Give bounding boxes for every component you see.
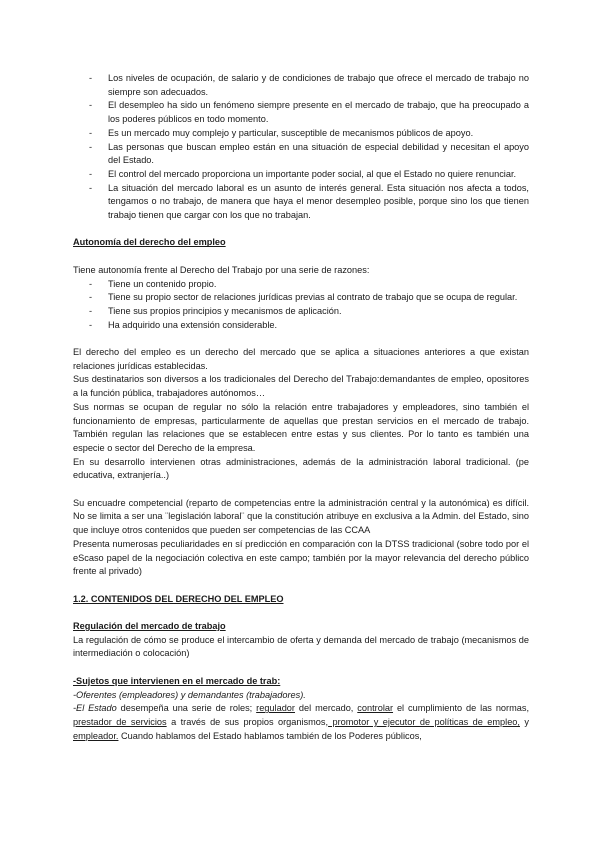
sujetos-line bbox=[73, 689, 529, 703]
list-item: - Los niveles de ocupación, de salario y de condiciones de trabajo que ofrece el mercado de trabajo no siempre son adecuados. bbox=[73, 72, 529, 99]
list-item: - Tiene un contenido propio. bbox=[73, 278, 529, 292]
text-run: a través de sus propios organismos, bbox=[166, 716, 329, 727]
list-item: - Tiene su propio sector de relaciones jurídicas previas al contrato de trabajo que se ocupa de regular. bbox=[73, 291, 529, 305]
paragraph: Sus destinatarios son diversos a los tradicionales del Derecho del Trabajo:demandantes de empleo, opositores a la función pública, trabajadores autónomos… bbox=[73, 374, 529, 399]
empleador-term: empleador. bbox=[73, 730, 119, 741]
intro-list bbox=[73, 72, 529, 223]
autonomia-heading: Autonomía del derecho del empleo bbox=[73, 237, 226, 248]
sujetos-line-text: -Oferentes (empleadores) y demandantes (trabajadores). bbox=[73, 689, 306, 700]
list-item: - La situación del mercado laboral es un asunto de interés general. Esta situación nos afecta a todos, tengamos o no trabajo, de manera que haya el menor desempleo posible, porque sino los que tienen trabajo tienen que cargar con los que no trabajan. bbox=[73, 182, 529, 223]
list-item: - Es un mercado muy complejo y particular, susceptible de mecanismos públicos de apoyo. bbox=[73, 127, 529, 141]
text-run: desempeña una serie de roles; bbox=[116, 703, 257, 714]
list-item: - Ha adquirido una extensión considerable. bbox=[73, 319, 529, 333]
list-item: - Las personas que buscan empleo están en una situación de especial debilidad y necesitan el apoyo del Estado. bbox=[73, 141, 529, 168]
regulacion-subheading: Regulación del mercado de trabajo bbox=[73, 621, 226, 632]
document-content bbox=[73, 72, 529, 743]
autonomia-reasons-list bbox=[73, 278, 529, 333]
paragraph: En su desarrollo intervienen otras administraciones, además de la administración laboral tradicional. (pe educativa, extranjería..) bbox=[73, 456, 529, 481]
paragraph: Presenta numerosas peculiaridades en sí predicción en comparación con la DTSS tradicional (sobre todo por el eScaso papel de la negociación colectiva en este campo; también por la mayor relevancia del derecho público frente al privado) bbox=[73, 538, 529, 577]
regulador-term: regulador bbox=[256, 703, 295, 714]
paragraph: La regulación de cómo se produce el intercambio de oferta y demanda del mercado de trabajo (mecanismos de intermediación o colocación) bbox=[73, 634, 529, 659]
contenidos-heading: 1.2. CONTENIDOS DEL DERECHO DEL EMPLEO bbox=[73, 593, 284, 604]
list-item: - El control del mercado proporciona un importante poder social, al que el Estado no quiere renunciar. bbox=[73, 168, 529, 182]
paragraph: Su encuadre competencial (reparto de competencias entre la administración central y la autonómica) es difícil. No se limita a ser una ¨legislación laboral¨ que la constitución atribuye en exclusiva a la Admin. del Estado, sino que incluye otros contenidos que pueden ser competencias de las CCAA bbox=[73, 497, 529, 536]
estado-paragraph bbox=[73, 702, 529, 743]
text-run: el cumplimiento de las normas, bbox=[393, 703, 530, 714]
list-item: - Tiene sus propios principios y mecanismos de aplicación. bbox=[73, 305, 529, 319]
text-run: Cuando hablamos del Estado hablamos también de los Poderes públicos, bbox=[118, 730, 422, 741]
promotor-term: promotor y ejecutor de políticas de empleo, bbox=[328, 716, 520, 727]
prestador-term: prestador de servicios bbox=[73, 716, 167, 727]
autonomia-lead: Tiene autonomía frente al Derecho del Trabajo por una serie de razones: bbox=[73, 264, 370, 275]
list-item: - El desempleo ha sido un fenómeno siempre presente en el mercado de trabajo, que ha preocupado a los poderes públicos en todo momento. bbox=[73, 99, 529, 126]
sujetos-heading: -Sujetos que intervienen en el mercado de trab: bbox=[73, 675, 281, 686]
estado-lead: -El Estado bbox=[73, 703, 117, 714]
text-run: del mercado, bbox=[294, 703, 358, 714]
paragraph: El derecho del empleo es un derecho del mercado que se aplica a situaciones anteriores a que existan relaciones jurídicas establecidas. bbox=[73, 347, 529, 371]
controlar-term: controlar bbox=[357, 703, 394, 714]
text-run: y bbox=[519, 716, 529, 727]
paragraph: Sus normas se ocupan de regular no sólo la relación entre trabajadores y empleadores, sino también el funcionamiento de empresas, particularmente de aquellas que prestan servicios en el mercado de trabajo. También regulan las relaciones que se establecen entre estas y sus clientes. Por lo tanto es también una especie o sector del Derecho de la empresa. bbox=[73, 401, 529, 453]
